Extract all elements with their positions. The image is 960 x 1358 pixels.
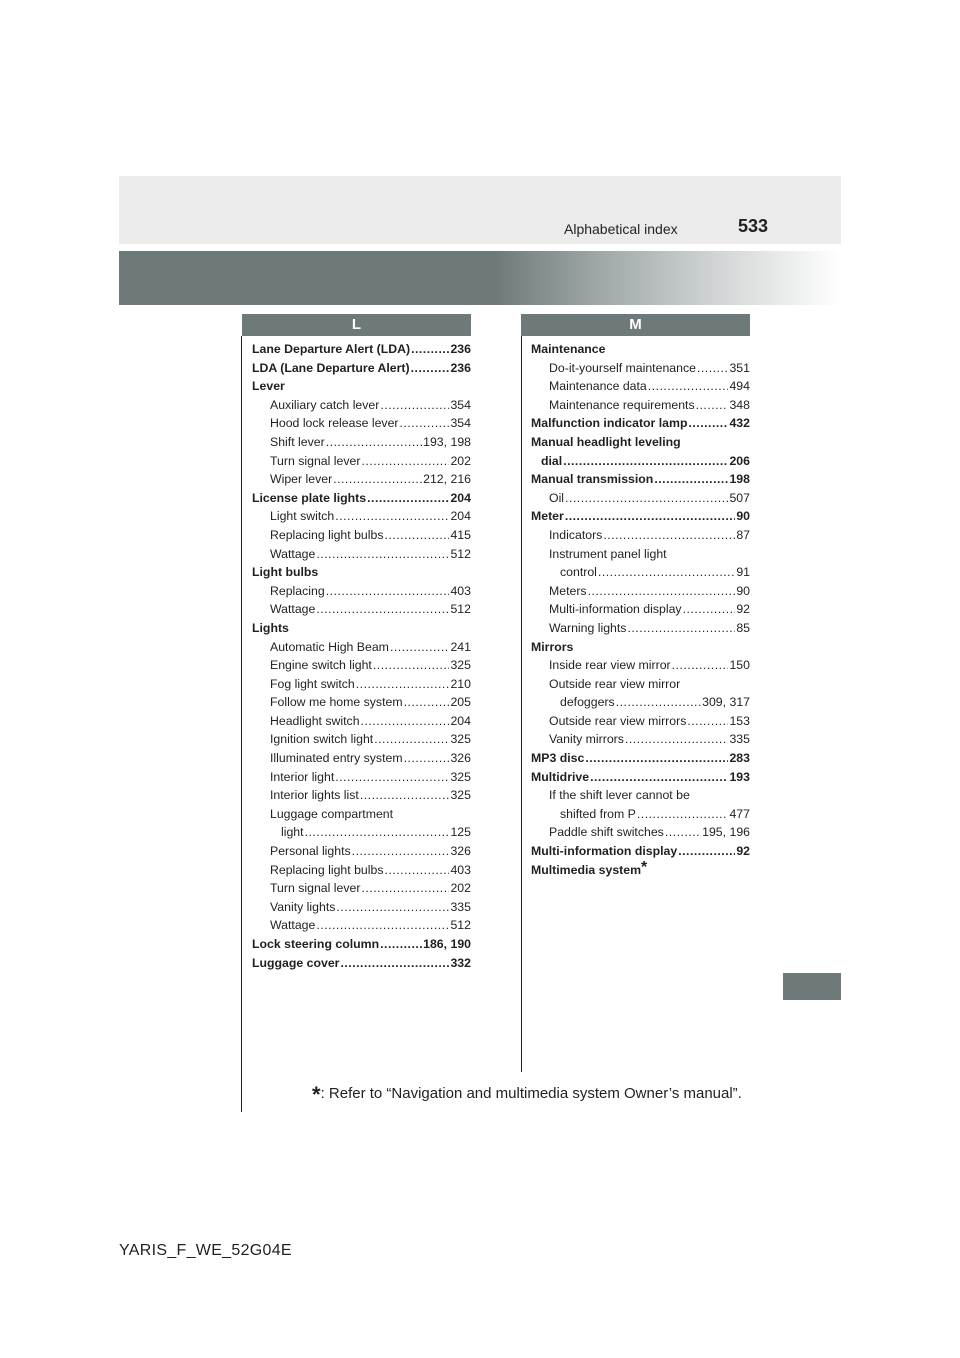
index-entry-page: 198 [729,472,750,487]
index-entry-label: Wattage [270,918,316,933]
index-entry [531,600,750,619]
index-entry [252,507,471,526]
index-entry-label: defoggers [560,695,615,710]
index-entry-label: Outside rear view mirrors [549,713,687,728]
footnote-marker: * [312,1082,321,1107]
index-entry-page: 153 [729,713,750,728]
index-entry [531,470,750,489]
dot-leader [404,749,450,768]
index-entry [252,805,471,824]
index-entry-label: Turn signal lever [270,453,361,468]
index-entry [252,656,471,675]
index-entry-label: Wattage [270,546,316,561]
dot-leader [683,600,736,619]
column-divider-left [241,336,242,1112]
index-entry-label: Lock steering column [252,937,380,951]
dot-leader [590,768,728,787]
index-entry-page: 193 [729,769,750,784]
column-heading-l: L [242,314,471,336]
index-entry-label: Outside rear view mirror [549,676,681,691]
index-entry [531,340,750,359]
index-entry-label: Wiper lever [270,472,333,487]
index-entry-label: Inside rear view mirror [549,658,671,673]
index-entry [531,489,750,508]
index-entry-page: 332 [450,955,471,970]
index-entry-page: 212, 216 [423,472,471,487]
index-entry [252,563,471,582]
index-entry-page: 204 [450,490,471,505]
index-entry-page: 186, 190 [423,937,471,951]
dot-leader [598,563,735,582]
index-entry [252,340,471,359]
dot-leader [335,507,449,526]
index-entry [531,582,750,601]
index-entry [531,619,750,638]
index-entry [252,823,471,842]
index-entry [531,749,750,768]
index-entry-label: Turn signal lever [270,881,361,896]
dot-leader [380,935,422,954]
index-entry-page: 205 [450,695,471,710]
index-entry-page: 494 [729,379,750,394]
dot-leader [585,749,728,768]
index-entry-page: 415 [450,527,471,542]
document-code: YARIS_F_WE_52G04E [119,1242,292,1259]
dot-leader [565,507,736,526]
footnote-text: : Refer to “Navigation and multimedia system Owner’s manual”. [320,1085,742,1102]
index-entry [252,693,471,712]
index-entry [531,377,750,396]
dot-leader [361,452,449,471]
index-entry-label: Replacing light bulbs [270,862,384,877]
index-entry [252,916,471,935]
index-entry-label: Replacing [270,583,325,598]
index-entry-page: 202 [450,881,471,896]
section-side-tab [783,973,841,1000]
index-entry-label: Manual headlight leveling [531,434,681,449]
index-entry-label: Light bulbs [252,565,319,580]
index-entry-label: control [560,565,597,580]
index-entry [252,619,471,638]
index-entry-label: Indicators [549,527,603,542]
index-entry-label: Multi-information display [549,602,682,617]
index-entry-page: 241 [450,639,471,654]
index-entry-page: 92 [736,602,750,617]
dot-leader [356,675,450,694]
index-column-m [531,340,750,879]
index-entry-label: Maintenance data [549,379,647,394]
index-entry [252,954,471,973]
index-entry-label: Multidrive [531,769,590,784]
index-entry-page: 210 [450,676,471,691]
index-entry-page: 195, 196 [702,825,750,840]
dot-leader [333,470,422,489]
index-entry [531,563,750,582]
index-entry [252,396,471,415]
dot-leader [384,526,449,545]
index-entry-page: 193, 198 [423,434,471,449]
dot-leader [400,414,450,433]
index-entry-page: 90 [736,583,750,598]
dot-leader [616,693,701,712]
index-entry-label: Light switch [270,509,335,524]
index-entry-label: light [281,825,304,840]
index-entry-page: 512 [450,602,471,617]
index-entry-label: Auxiliary catch lever [270,397,380,412]
index-entry-page: 477 [729,806,750,821]
index-entry-label: Manual transmission [531,472,654,487]
index-entry [531,693,750,712]
index-entry-label: Maintenance requirements [549,397,695,412]
dot-leader [563,452,728,471]
index-entry [531,656,750,675]
dot-leader [360,786,450,805]
index-entry-page: 91 [736,565,750,580]
index-entry-page: 283 [729,751,750,766]
index-entry-label: Engine switch light [270,658,372,673]
index-entry-label: LDA (Lane Departure Alert) [252,360,410,375]
index-entry [531,712,750,731]
index-entry-page: 325 [450,788,471,803]
index-entry [252,712,471,731]
index-entry [252,879,471,898]
dot-leader [565,489,728,508]
index-entry-label: Instrument panel light [549,546,667,561]
index-entry-label: Personal lights [270,844,351,859]
index-entry [252,768,471,787]
dot-leader [696,396,729,415]
index-entry-page: 325 [450,732,471,747]
index-entry-label: Lights [252,620,289,635]
index-entry-page: 326 [450,844,471,859]
index-entry-page: 335 [450,899,471,914]
index-entry-page: 512 [450,918,471,933]
index-entry [531,730,750,749]
index-entry [252,359,471,378]
dot-leader [688,414,728,433]
dot-leader [637,805,729,824]
dot-leader [374,730,449,749]
header-gradient-band [119,251,841,305]
index-entry [252,433,471,452]
dot-leader [305,823,450,842]
index-entry [531,805,750,824]
dot-leader [411,359,450,378]
index-entry-label: Replacing light bulbs [270,527,384,542]
index-entry-page: 92 [736,844,750,859]
index-entry-page: 325 [450,769,471,784]
index-entry [252,470,471,489]
dot-leader [665,823,701,842]
index-entry-label: Multimedia system [531,862,642,877]
dot-leader [361,879,449,898]
index-entry [531,545,750,564]
index-entry-page: 325 [450,658,471,673]
dot-leader [316,545,449,564]
index-entry-label: Hood lock release lever [270,416,399,431]
index-entry-page: 348 [729,397,750,412]
index-entry [531,452,750,471]
dot-leader [380,396,449,415]
index-entry [252,898,471,917]
index-entry-label: Follow me home system [270,695,403,710]
index-entry [531,526,750,545]
dot-leader [326,433,422,452]
dot-leader [390,638,450,657]
index-entry-page: 351 [729,360,750,375]
index-entry-page: 202 [450,453,471,468]
index-entry [531,823,750,842]
index-entry [252,526,471,545]
dot-leader [340,954,449,973]
index-entry-label: Ignition switch light [270,732,374,747]
index-entry-label: Vanity lights [270,899,336,914]
index-entry [531,786,750,805]
dot-leader [335,768,449,787]
index-entry [531,842,750,861]
index-entry-label: Fog light switch [270,676,355,691]
index-entry-label: Illuminated entry system [270,751,403,766]
dot-leader [384,861,449,880]
index-entry-page: 204 [450,509,471,524]
index-entry-page: 512 [450,546,471,561]
index-entry-page: 507 [729,490,750,505]
index-entry [252,786,471,805]
index-entry-label: Meters [549,583,587,598]
dot-leader [697,359,729,378]
index-entry [252,842,471,861]
index-column-l [252,340,471,972]
dot-leader [654,470,728,489]
footnote [312,1082,742,1108]
index-entry [252,582,471,601]
index-entry-label: Maintenance [531,342,606,356]
index-entry-page: 309, 317 [702,695,750,710]
dot-leader [627,619,735,638]
index-entry-label: If the shift lever cannot be [549,788,690,803]
index-entry-page: 403 [450,583,471,598]
index-entry [252,414,471,433]
dot-leader [316,916,449,935]
index-entry-page: 150 [729,658,750,673]
index-entry-page: 335 [729,732,750,747]
index-entry-label: dial [541,453,563,468]
index-entry [252,545,471,564]
index-entry [531,638,750,657]
page-number: 533 [738,216,769,236]
index-entry-page: 354 [450,397,471,412]
index-entry [252,638,471,657]
index-entry-page: 326 [450,751,471,766]
index-entry-page: 85 [736,620,750,635]
index-entry-page: 125 [450,825,471,840]
index-entry [252,377,471,396]
index-entry-label: Mirrors [531,639,574,654]
dot-leader [678,842,735,861]
index-entry-label: Automatic High Beam [270,639,389,654]
index-entry [531,396,750,415]
index-entry-label: Oil [549,490,565,505]
index-entry-label: License plate lights [252,490,367,505]
index-entry [252,489,471,508]
index-entry-label: Meter [531,509,564,524]
dot-leader [625,730,729,749]
index-entry-label: Multi-information display [531,844,678,859]
index-entry [531,675,750,694]
dot-leader [411,340,449,359]
dot-leader [687,712,728,731]
index-entry-page: 432 [729,416,750,431]
index-entry-label: Lever [252,379,285,394]
index-entry [531,414,750,433]
index-entry-page: 354 [450,416,471,431]
index-entry-label: shifted from P [560,806,636,821]
dot-leader [352,842,450,861]
index-entry [531,768,750,787]
index-entry-page: 206 [729,453,750,468]
index-entry-page: 403 [450,862,471,877]
index-entry-label: Wattage [270,602,316,617]
dot-leader [316,600,449,619]
index-entry [252,452,471,471]
dot-leader [648,377,729,396]
column-heading-m: M [521,314,750,336]
index-entry [252,730,471,749]
index-entry-label: Interior lights list [270,788,359,803]
dot-leader [603,526,735,545]
index-entry: Multimedia system * [531,861,750,880]
dot-leader [326,582,450,601]
index-entry-label: Headlight switch [270,713,360,728]
index-entry-label: Vanity mirrors [549,732,624,747]
index-entry-page: 87 [736,527,750,542]
index-entry-label: Shift lever [270,434,325,449]
index-entry [252,675,471,694]
index-entry [531,433,750,452]
index-entry-page: 204 [450,713,471,728]
index-entry-label: Interior light [270,769,335,784]
index-entry-label: Luggage compartment [270,806,394,821]
index-entry-page: 90 [736,509,750,524]
index-entry-page: 236 [450,342,471,356]
index-entry-label: MP3 disc [531,751,585,766]
index-entry [252,600,471,619]
index-entry-label: Paddle shift switches [549,825,664,840]
dot-leader [672,656,729,675]
index-entry [252,861,471,880]
index-entry-label: Lane Departure Alert (LDA) [252,342,411,356]
index-entry-page: 236 [450,360,471,375]
column-divider-right [521,336,522,1072]
index-entry [252,749,471,768]
index-entry-label: Warning lights [549,620,627,635]
dot-leader [367,489,449,508]
index-entry-label: Do-it-yourself maintenance [549,360,696,375]
index-entry [531,359,750,378]
index-entry [531,507,750,526]
dot-leader [361,712,450,731]
dot-leader [404,693,450,712]
index-entry-label: Malfunction indicator lamp [531,416,688,431]
header-bar [119,176,841,244]
index-entry-label: Luggage cover [252,955,340,970]
dot-leader [336,898,449,917]
index-entry [252,935,471,954]
dot-leader [588,582,736,601]
page-title: Alphabetical index [564,221,678,237]
dot-leader [373,656,450,675]
